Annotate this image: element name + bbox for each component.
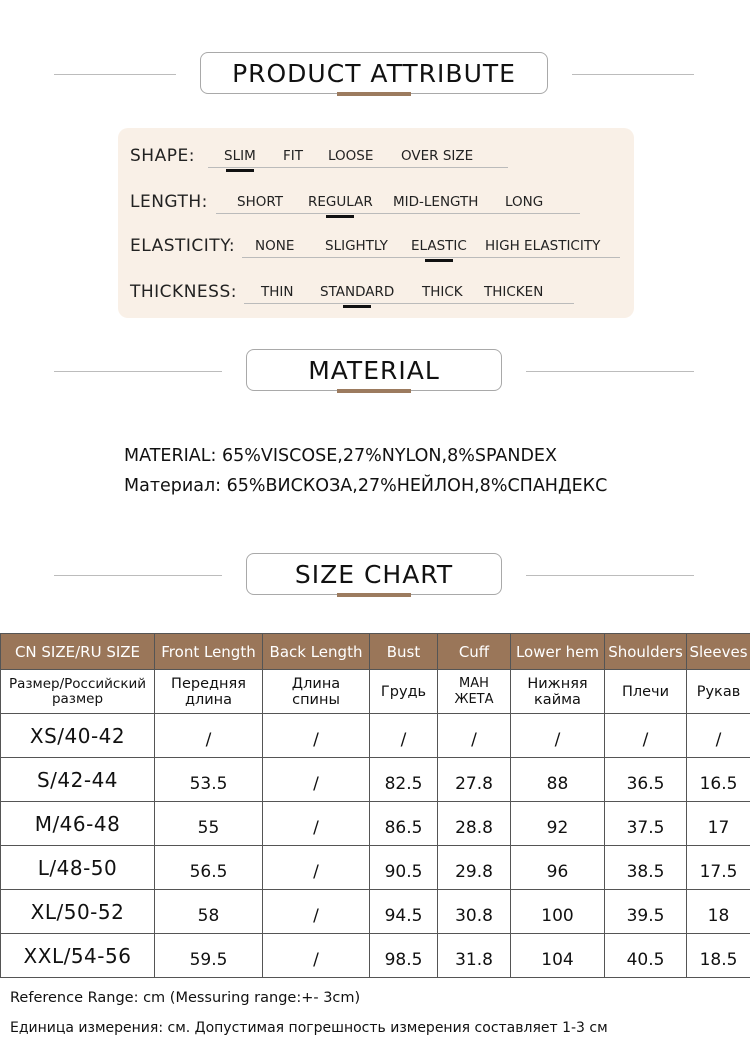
size-chart-table bbox=[0, 633, 750, 978]
size-cell: S/42-44 bbox=[1, 758, 155, 802]
table-row bbox=[1, 714, 750, 758]
attr-row-length bbox=[130, 184, 610, 214]
size-cell: M/46-48 bbox=[1, 802, 155, 846]
ru-header-cell: Рукав bbox=[687, 670, 750, 714]
value-cell: 16.5 bbox=[687, 758, 750, 802]
value-cell: / bbox=[687, 714, 750, 758]
reference-range-note-en: Reference Range: cm (Messuring range:+- 3cm) bbox=[10, 990, 361, 1006]
material-en-line bbox=[124, 446, 557, 466]
value-cell: 94.5 bbox=[370, 890, 438, 934]
attribute-panel bbox=[118, 128, 634, 318]
value-cell: / bbox=[263, 714, 370, 758]
product-attribute-header bbox=[0, 52, 750, 100]
attr-option: OVER SIZE bbox=[401, 148, 474, 164]
value-cell: / bbox=[370, 714, 438, 758]
material-en-label: MATERIAL: bbox=[124, 446, 217, 466]
attr-option-selected: ELASTIC bbox=[411, 238, 467, 254]
attr-label: SHAPE: bbox=[130, 146, 195, 166]
divider-left bbox=[54, 74, 176, 75]
divider-right bbox=[526, 371, 694, 372]
attr-option: LONG bbox=[505, 194, 544, 210]
attr-option: SHORT bbox=[237, 194, 283, 210]
value-cell: 17.5 bbox=[687, 846, 750, 890]
material-title: MATERIAL bbox=[246, 349, 502, 391]
divider-right bbox=[526, 575, 694, 576]
value-cell: 17 bbox=[687, 802, 750, 846]
value-cell: 39.5 bbox=[605, 890, 687, 934]
column-header: Back Length bbox=[263, 634, 370, 670]
column-header: Bust bbox=[370, 634, 438, 670]
attr-row-shape bbox=[130, 138, 610, 168]
attr-underline bbox=[242, 257, 620, 258]
column-header: Sleeves bbox=[687, 634, 750, 670]
value-cell: 90.5 bbox=[370, 846, 438, 890]
value-cell: 36.5 bbox=[605, 758, 687, 802]
material-ru-line bbox=[124, 476, 607, 496]
reference-range-note-ru: Единица измерения: см. Допустимая погрешность измерения составляет 1-3 см bbox=[10, 1020, 608, 1036]
value-cell: 18.5 bbox=[687, 934, 750, 978]
attr-underline bbox=[244, 303, 574, 304]
attr-option: MID-LENGTH bbox=[393, 194, 479, 210]
table-row bbox=[1, 758, 750, 802]
value-cell: 92 bbox=[511, 802, 605, 846]
divider-left bbox=[54, 575, 222, 576]
size-cell: XXL/54-56 bbox=[1, 934, 155, 978]
attr-row-thickness bbox=[130, 274, 610, 304]
ru-header-cell: Нижняя кайма bbox=[511, 670, 605, 714]
value-cell: 40.5 bbox=[605, 934, 687, 978]
value-cell: 98.5 bbox=[370, 934, 438, 978]
value-cell: 86.5 bbox=[370, 802, 438, 846]
attr-option: THICK bbox=[422, 284, 463, 300]
attr-option: THICKEN bbox=[484, 284, 544, 300]
ru-header-cell: Длина спины bbox=[263, 670, 370, 714]
divider-right bbox=[572, 74, 694, 75]
table-row bbox=[1, 846, 750, 890]
attr-option: NONE bbox=[255, 238, 295, 254]
ru-header-cell: Размер/Российский размер bbox=[1, 670, 155, 714]
column-header: Front Length bbox=[155, 634, 263, 670]
attr-underline bbox=[216, 213, 580, 214]
column-header: CN SIZE/RU SIZE bbox=[1, 634, 155, 670]
value-cell: 18 bbox=[687, 890, 750, 934]
ru-header-cell: МАН ЖЕТА bbox=[438, 670, 511, 714]
value-cell: / bbox=[155, 714, 263, 758]
size-chart-title: SIZE CHART bbox=[246, 553, 502, 595]
attr-underline bbox=[208, 167, 508, 168]
value-cell: 29.8 bbox=[438, 846, 511, 890]
value-cell: 30.8 bbox=[438, 890, 511, 934]
material-en-value: 65%VISCOSE,27%NYLON,8%SPANDEX bbox=[221, 446, 557, 466]
attr-label: LENGTH: bbox=[130, 192, 208, 212]
material-ru-value: 65%ВИСКОЗА,27%НЕЙЛОН,8%СПАНДЕКС bbox=[226, 476, 608, 496]
value-cell: 59.5 bbox=[155, 934, 263, 978]
title-accent-bar bbox=[337, 593, 411, 597]
value-cell: 96 bbox=[511, 846, 605, 890]
material-header bbox=[0, 349, 750, 397]
value-cell: / bbox=[605, 714, 687, 758]
table-row bbox=[1, 802, 750, 846]
attr-option: LOOSE bbox=[328, 148, 374, 164]
value-cell: 28.8 bbox=[438, 802, 511, 846]
ru-header-cell: Грудь bbox=[370, 670, 438, 714]
value-cell: 37.5 bbox=[605, 802, 687, 846]
value-cell: 31.8 bbox=[438, 934, 511, 978]
value-cell: 104 bbox=[511, 934, 605, 978]
table-ru-header-row bbox=[1, 670, 750, 714]
ru-header-cell: Плечи bbox=[605, 670, 687, 714]
value-cell: 27.8 bbox=[438, 758, 511, 802]
attr-row-elasticity bbox=[130, 228, 630, 258]
size-cell: XS/40-42 bbox=[1, 714, 155, 758]
value-cell: / bbox=[438, 714, 511, 758]
attr-label: ELASTICITY: bbox=[130, 236, 236, 256]
value-cell: / bbox=[263, 934, 370, 978]
value-cell: 88 bbox=[511, 758, 605, 802]
value-cell: / bbox=[263, 758, 370, 802]
column-header: Lower hem bbox=[511, 634, 605, 670]
attr-option: SLIGHTLY bbox=[325, 238, 388, 254]
value-cell: 58 bbox=[155, 890, 263, 934]
value-cell: 100 bbox=[511, 890, 605, 934]
value-cell: 82.5 bbox=[370, 758, 438, 802]
table-row bbox=[1, 934, 750, 978]
value-cell: 38.5 bbox=[605, 846, 687, 890]
value-cell: 53.5 bbox=[155, 758, 263, 802]
divider-left bbox=[54, 371, 222, 372]
value-cell: / bbox=[263, 890, 370, 934]
column-header: Shoulders bbox=[605, 634, 687, 670]
title-accent-bar bbox=[337, 92, 411, 96]
title-accent-bar bbox=[337, 389, 411, 393]
attr-option: FIT bbox=[283, 148, 303, 164]
table-row bbox=[1, 890, 750, 934]
value-cell: 56.5 bbox=[155, 846, 263, 890]
material-ru-label: Материал: bbox=[124, 476, 222, 496]
column-header: Cuff bbox=[438, 634, 511, 670]
attr-option: THIN bbox=[261, 284, 294, 300]
attr-label: THICKNESS: bbox=[130, 282, 237, 302]
table-header-row bbox=[1, 634, 750, 670]
value-cell: 55 bbox=[155, 802, 263, 846]
attr-option-selected: SLIM bbox=[224, 148, 256, 164]
size-cell: L/48-50 bbox=[1, 846, 155, 890]
size-cell: XL/50-52 bbox=[1, 890, 155, 934]
value-cell: / bbox=[511, 714, 605, 758]
value-cell: / bbox=[263, 846, 370, 890]
value-cell: / bbox=[263, 802, 370, 846]
size-chart-header bbox=[0, 553, 750, 601]
attr-option-selected: STANDARD bbox=[320, 284, 395, 300]
product-attribute-title: PRODUCT ATTRIBUTE bbox=[200, 52, 548, 94]
ru-header-cell: Передняя длина bbox=[155, 670, 263, 714]
attr-option: HIGH ELASTICITY bbox=[485, 238, 601, 254]
attr-option-selected: REGULAR bbox=[308, 194, 373, 210]
